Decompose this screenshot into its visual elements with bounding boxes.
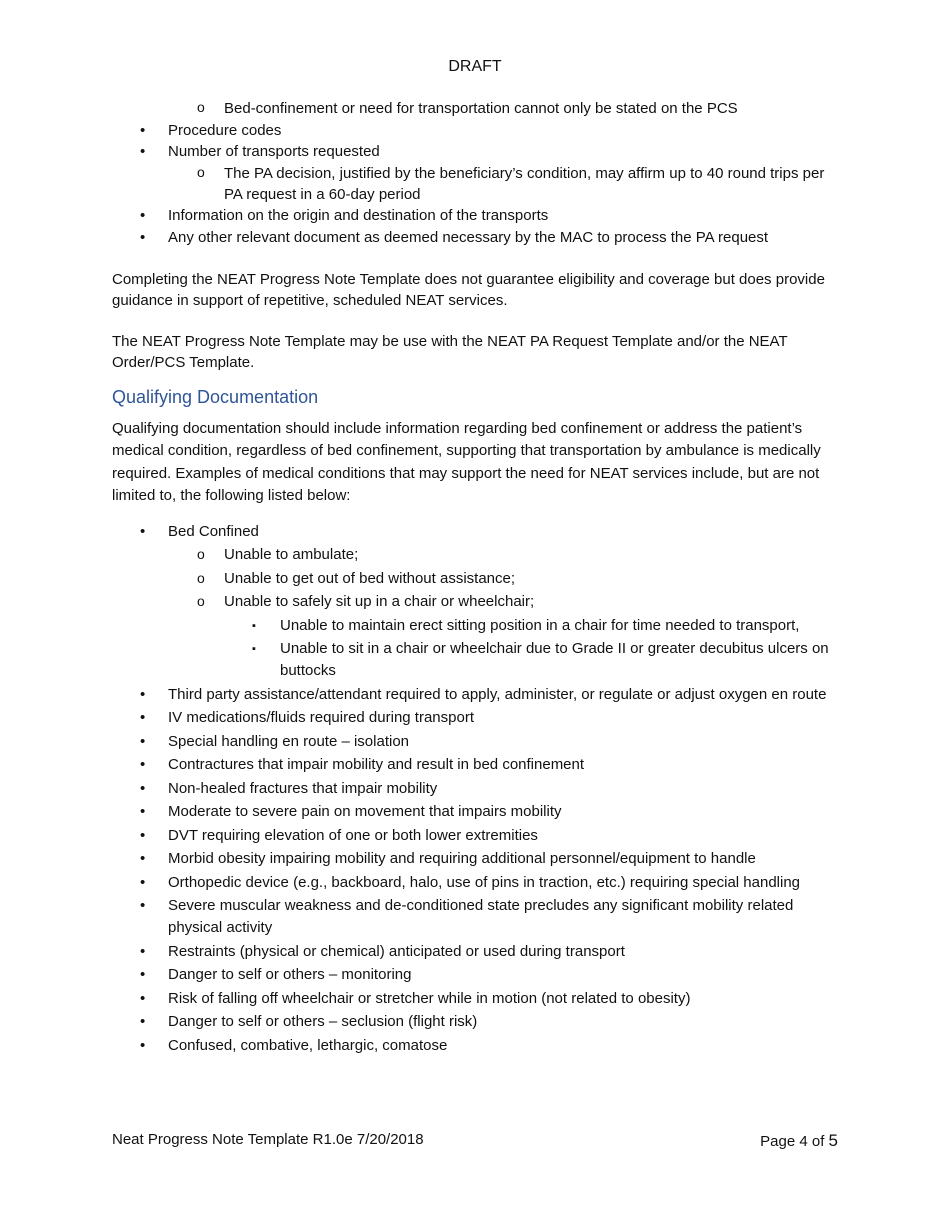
list-item: • Severe muscular weakness and de-conditioned state precludes any significant mobility related physical activity [112, 895, 842, 939]
list-item: • Contractures that impair mobility and result in bed confinement [112, 754, 842, 776]
list-item: • IV medications/fluids required during transport [112, 707, 842, 729]
list-item: • Procedure codes [112, 120, 842, 141]
list-item: • Danger to self or others – seclusion (flight risk) [112, 1011, 842, 1033]
qualifying-documentation-heading: Qualifying Documentation [112, 386, 319, 407]
list-item: ▪ Unable to maintain erect sitting position in a chair for time needed to transport, [112, 615, 842, 637]
list-item: • Danger to self or others – monitoring [112, 964, 842, 986]
list-item: • Moderate to severe pain on movement that impairs mobility [112, 801, 842, 823]
list-item: • DVT requiring elevation of one or both lower extremities [112, 825, 842, 847]
list-item: o Bed-confinement or need for transportation cannot only be stated on the PCS [112, 98, 842, 119]
medical-conditions-list [112, 521, 842, 1057]
draft-header: DRAFT [448, 58, 502, 75]
list-item: • Restraints (physical or chemical) anticipated or used during transport [112, 941, 842, 963]
list-item: • Special handling en route – isolation [112, 731, 842, 753]
list-item: • Bed Confined [112, 521, 842, 543]
list-item: • Risk of falling off wheelchair or stretcher while in motion (not related to obesity) [112, 988, 842, 1010]
footer-document-title: Neat Progress Note Template R1.0e 7/20/2018 [112, 1131, 424, 1148]
list-item: • Morbid obesity impairing mobility and requiring additional personnel/equipment to handle [112, 848, 842, 870]
qualifying-intro-paragraph: Qualifying documentation should include information regarding bed confinement or address the patient’s medical condition, regardless of bed confinement, supporting that transportation by ambulance is medically required. Examples of medical conditions that may support the need for NEAT services include, but are not limited to, the following listed below: [112, 419, 821, 504]
list-item: o Unable to get out of bed without assistance; [112, 568, 842, 590]
list-item: • Non-healed fractures that impair mobility [112, 778, 842, 800]
list-item: • Number of transports requested [112, 141, 842, 162]
list-item: o The PA decision, justified by the beneficiary’s condition, may affirm up to 40 round trips per PA request in a 60-day period [112, 163, 842, 205]
requirements-list [112, 98, 842, 248]
page-total: 5 [828, 1131, 838, 1150]
page-prefix: Page 4 of [760, 1133, 829, 1150]
list-item: • Third party assistance/attendant required to apply, administer, or regulate or adjust oxygen en route [112, 684, 842, 706]
list-item: o Unable to safely sit up in a chair or wheelchair; [112, 591, 842, 613]
list-item: • Any other relevant document as deemed necessary by the MAC to process the PA request [112, 227, 842, 248]
list-item: • Information on the origin and destination of the transports [112, 205, 842, 226]
list-item: o Unable to ambulate; [112, 544, 842, 566]
list-item: ▪ Unable to sit in a chair or wheelchair due to Grade II or greater decubitus ulcers on buttocks [112, 638, 842, 682]
template-usage-paragraph: The NEAT Progress Note Template may be use with the NEAT PA Request Template and/or the NEAT Order/PCS Template. [112, 332, 788, 371]
list-item: • Orthopedic device (e.g., backboard, halo, use of pins in traction, etc.) requiring special handling [112, 872, 842, 894]
page-content [112, 98, 842, 1058]
list-item: • Confused, combative, lethargic, comatose [112, 1035, 842, 1057]
completing-paragraph: Completing the NEAT Progress Note Template does not guarantee eligibility and coverage but does provide guidance in support of repetitive, scheduled NEAT services. [112, 270, 825, 309]
footer-page-number [760, 1131, 838, 1151]
